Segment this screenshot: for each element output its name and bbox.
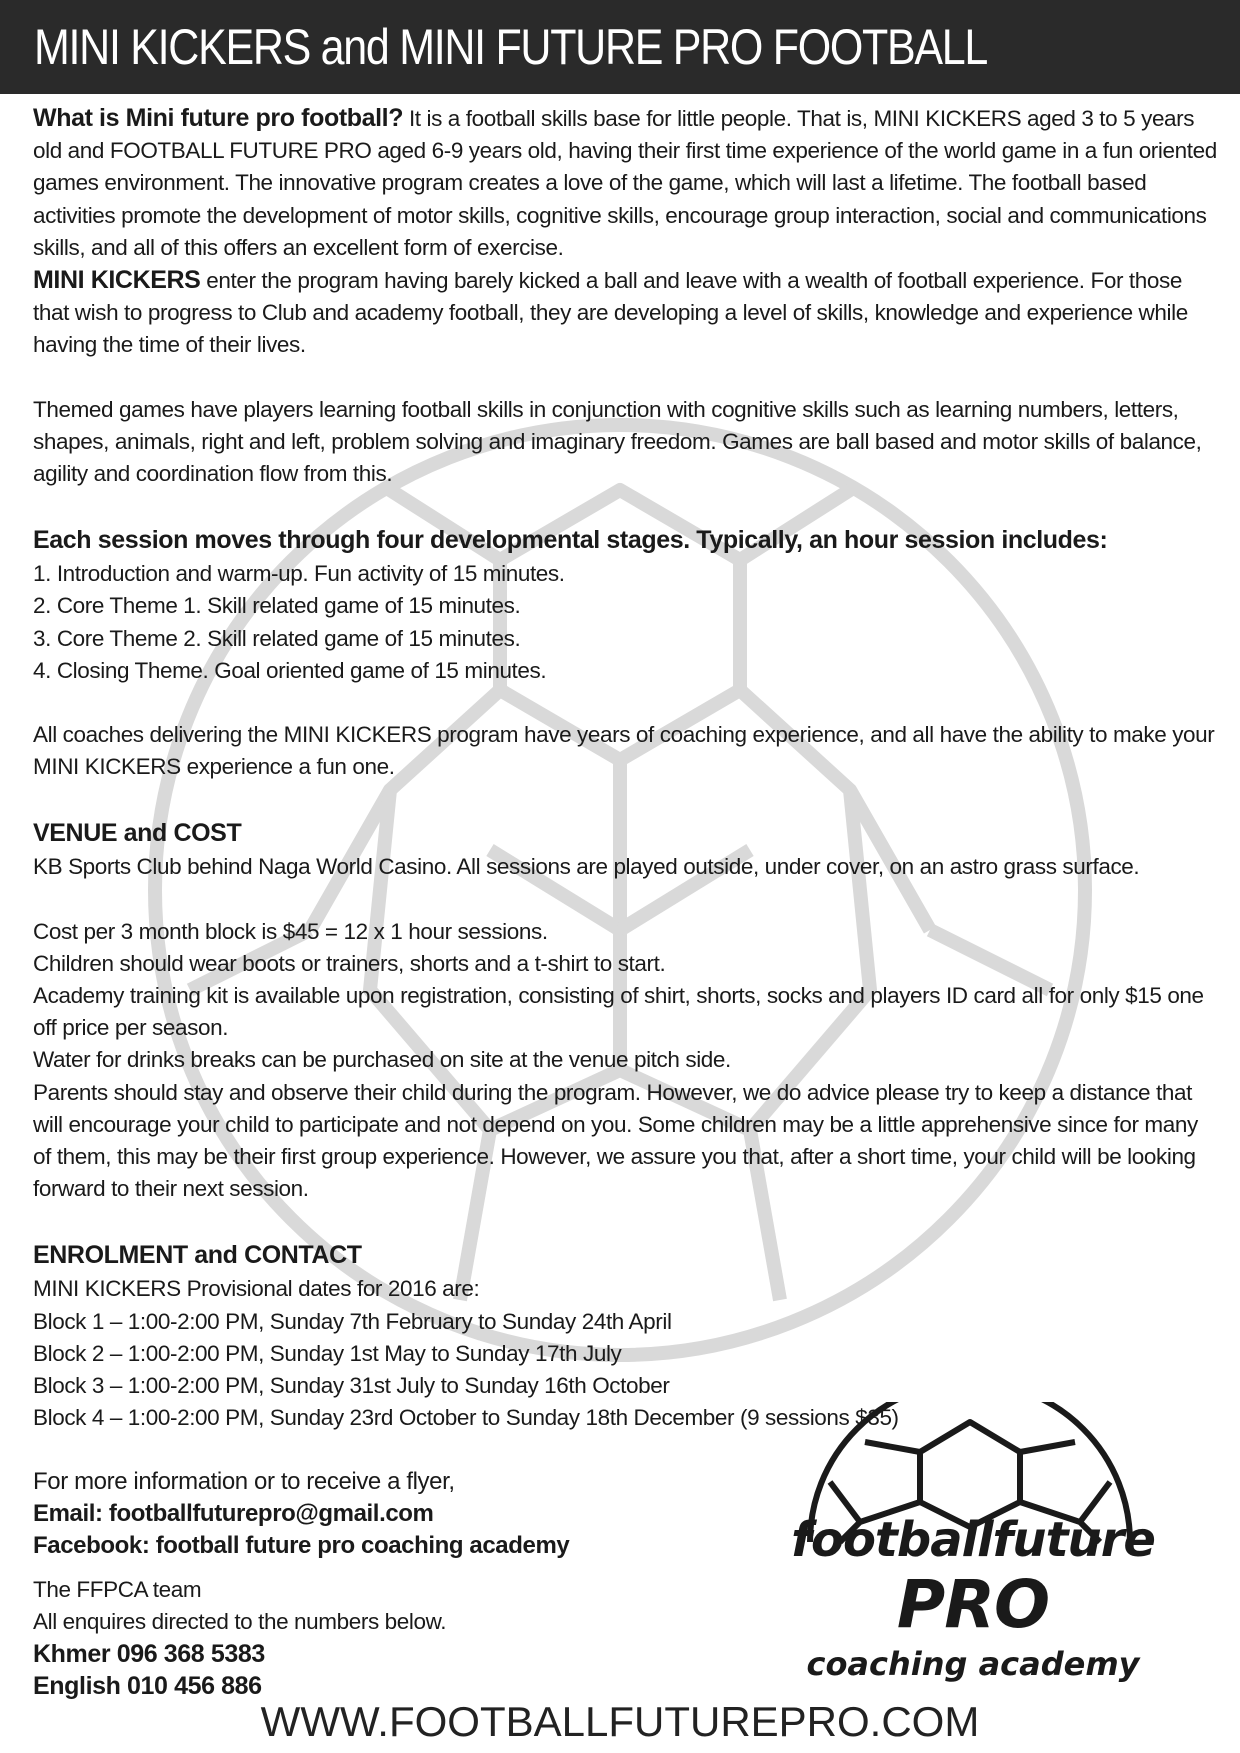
venue-water: Water for drinks breaks can be purchased on site at the venue pitch side. [33, 1047, 731, 1073]
session-item: 1. Introduction and warm-up. Fun activity of 15 minutes. [33, 561, 565, 587]
enrolment-block: Block 3 – 1:00-2:00 PM, Sunday 31st July to Sunday 16th October [33, 1373, 670, 1399]
session-item: 3. Core Theme 2. Skill related game of 15 minutes. [33, 625, 521, 651]
contact-team: The FFPCA team [33, 1577, 202, 1602]
enrolment-block: Block 1 – 1:00-2:00 PM, Sunday 7th February to Sunday 24th April [33, 1308, 672, 1334]
coaches-paragraph: All coaches delivering the MINI KICKERS program have years of coaching experience, and all have the ability to make your MINI KICKERS experience a fun one. [33, 722, 1215, 780]
venue-location: KB Sports Club behind Naga World Casino. All sessions are played outside, under cover, on an astro grass surface. [33, 854, 1140, 880]
enrolment-block: Block 4 – 1:00-2:00 PM, Sunday 23rd October to Sunday 18th December (9 sessions $35) [33, 1405, 899, 1431]
logo-pro: PRO [896, 1566, 1050, 1643]
contact-more-info: For more information or to receive a flyer, [33, 1468, 455, 1495]
intro-lead: What is Mini future pro football? [33, 104, 404, 132]
session-item: 4. Closing Theme. Goal oriented game of 15 minutes. [33, 657, 547, 683]
venue-heading: VENUE and COST [33, 819, 242, 848]
page-title: MINI KICKERS and MINI FUTURE PRO FOOTBALL [34, 19, 988, 75]
contact-english-phone[interactable]: English 010 456 886 [33, 1672, 262, 1700]
contact-khmer-phone[interactable]: Khmer 096 368 5383 [33, 1640, 265, 1668]
contact-facebook[interactable]: Facebook: football future pro coaching academy [33, 1532, 570, 1559]
venue-kit: Academy training kit is available upon registration, consisting of shirt, shorts, socks and players ID card all for only $15 one off price per season. [33, 983, 1204, 1041]
themed-paragraph: Themed games have players learning football skills in conjunction with cognitive skills such as learning numbers, letters, shapes, animals, right and left, problem solving and imaginary freedom. Games are ball based and motor skills of balance, agility and coordination flow from this. [33, 396, 1202, 487]
session-heading: Each session moves through four developmental stages. Typically, an hour session includes: [33, 526, 1108, 555]
intro-text: It is a football skills base for little people. That is, MINI KICKERS aged 3 to 5 years old and FOOTBALL FUTURE PRO aged 6-9 years old, having their first time experience of the world game in a fun oriented games environment. The innovative program creates a love of the game, which will last a lifetime. The football based activities promote the development of motor skills, cognitive skills, encourage group interaction, social and communications skills, and all of this offers an excellent form of exercise. [33, 106, 1217, 260]
enrolment-block: Block 2 – 1:00-2:00 PM, Sunday 1st May to Sunday 17th July [33, 1340, 622, 1366]
venue-wear: Children should wear boots or trainers, shorts and a t-shirt to start. [33, 950, 666, 976]
contact-section [33, 1466, 753, 1702]
document-body [33, 102, 1218, 1435]
logo-wordmark: footballfuture [791, 1512, 1155, 1568]
contact-enquires: All enquires directed to the numbers below. [33, 1609, 447, 1634]
venue-cost: Cost per 3 month block is $45 = 12 x 1 hour sessions. [33, 918, 548, 944]
enrolment-heading: ENROLMENT and CONTACT [33, 1241, 362, 1270]
intro-paragraph [33, 102, 1218, 264]
website-url[interactable]: WWW.FOOTBALLFUTUREPRO.COM [260, 1698, 980, 1745]
logo-tagline: coaching academy [806, 1645, 1140, 1683]
contact-email[interactable]: Email: footballfuturepro@gmail.com [33, 1500, 434, 1527]
mini-kickers-text: enter the program having barely kicked a ball and leave with a wealth of football experience. For those that wish to progress to Club and academy football, they are developing a level of skills, knowledge and experience while having the time of their lives. [33, 268, 1188, 358]
mini-kickers-paragraph [33, 264, 1218, 362]
session-item: 2. Core Theme 1. Skill related game of 15 minutes. [33, 593, 521, 619]
venue-parents: Parents should stay and observe their child during the program. However, we do advice please try to keep a distance that will encourage your child to participate and not depend on you. Some children may be a little apprehensive since for many of them, this may be their first group experience. However, we assure you that, after a short time, your child will be looking forward to their next session. [33, 1079, 1198, 1202]
mini-kickers-lead: MINI KICKERS [33, 266, 201, 295]
page-header [0, 0, 1240, 94]
enrolment-dates-intro: MINI KICKERS Provisional dates for 2016 are: [33, 1276, 480, 1302]
